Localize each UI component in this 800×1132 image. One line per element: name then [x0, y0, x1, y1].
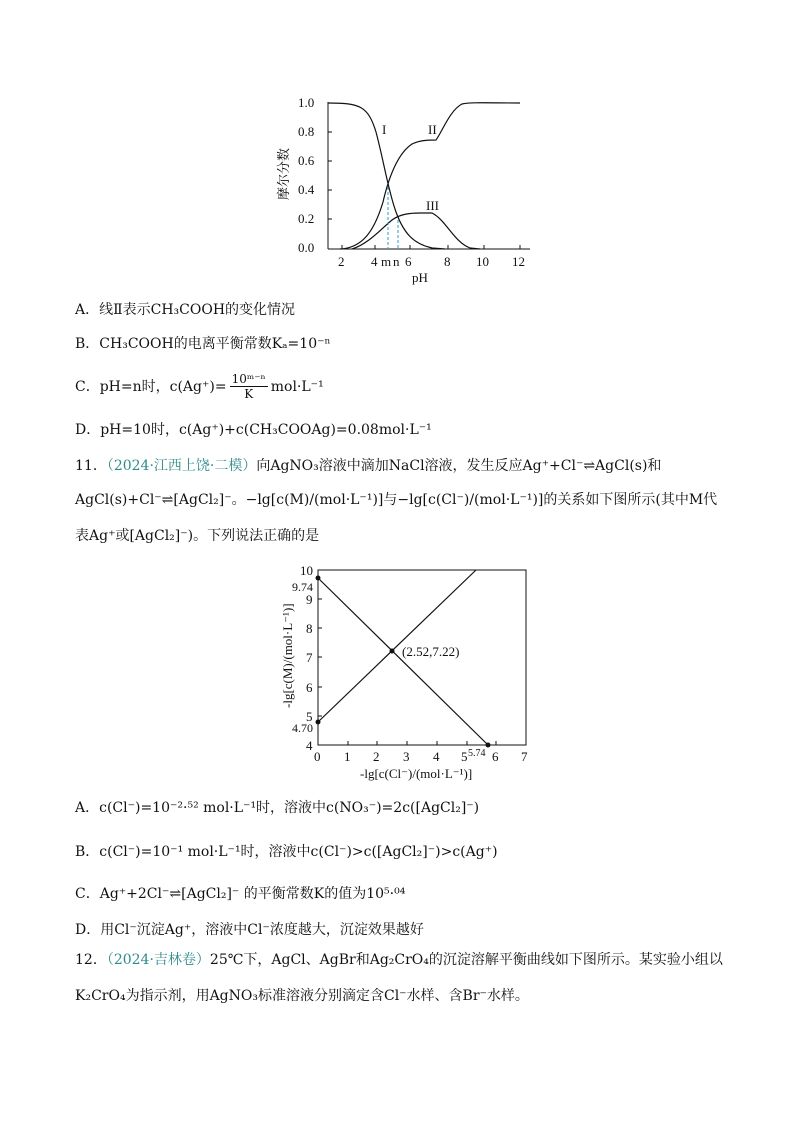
curve-label-III: III [426, 198, 439, 213]
x-tick-label: 2 [338, 254, 345, 269]
y-tick-label: 4 [306, 738, 313, 753]
q12-stem-line1 [75, 950, 723, 970]
lg-concentration-chart [280, 562, 540, 784]
q11-stem-line3: 表Ag⁺或[AgCl₂]⁻)。下列说法正确的是 [75, 528, 320, 544]
point-4-70 [316, 720, 321, 725]
x-ticks [342, 245, 520, 249]
y-axis-label: -lg[c(M)/(mol·L⁻¹)] [280, 603, 295, 708]
y-tick-label: 9 [306, 592, 313, 607]
point-5-74 [486, 743, 491, 748]
y-ticks [318, 570, 322, 716]
y-tick-label: 7 [306, 650, 313, 665]
y-tick-label: 8 [306, 621, 313, 636]
q11-source: （2024·江西上饶·二模） [106, 458, 257, 474]
q12-number: 12． [75, 952, 107, 968]
mole-fraction-chart [270, 92, 540, 292]
x-tick-label: m [381, 254, 392, 269]
x-tick-label: 4 [371, 254, 378, 269]
y-tick-label: 1.0 [298, 95, 315, 110]
q11-stem-line2: AgCl(s)+Cl⁻⇌[AgCl₂]⁻。−lg[c(M)/(mol·L⁻¹)]与−lg[c(Cl⁻)/(mol·L⁻¹)]的关系如下图所示(其中M代 [75, 492, 718, 508]
y-tick-label: 0.8 [298, 124, 315, 139]
q10-option-b: B．CH₃COOH的电离平衡常数Kₐ=10⁻ⁿ [75, 336, 331, 352]
curve-III [352, 213, 480, 249]
x-tick-label: 10 [476, 254, 489, 269]
q12-stem-text1: 25℃下，AgCl、AgBr和Ag₂CrO₄的沉淀溶解平衡曲线如下图所示。某实验小组以 [209, 952, 723, 968]
q11-option-c: C．Ag⁺+2Cl⁻⇌[AgCl₂]⁻ 的平衡常数K的值为10⁵·⁰⁴ [75, 886, 406, 902]
y-tick-label: 6 [306, 680, 313, 695]
q12-stem-line2: K₂CrO₄为指示剂，用AgNO₃标准溶液分别滴定含Cl⁻水样、含Br⁻水样。 [75, 988, 529, 1004]
x-tick-label: 3 [403, 749, 410, 764]
q10-option-d: D．pH=10时，c(Ag⁺)+c(CH₃COOAg)=0.08mol·L⁻¹ [75, 422, 432, 438]
x-tick-label: 5 [461, 749, 468, 764]
x-special-label: 5.74 [468, 748, 486, 759]
x-tick-label: 6 [405, 254, 412, 269]
curve-label-I: I [382, 122, 387, 137]
y-ticks [328, 103, 332, 219]
q10-option-c-fraction [230, 372, 268, 401]
curve-label-II: II [428, 122, 437, 137]
y-special-label: 9.74 [292, 580, 313, 594]
q12-source: （2024·吉林卷） [106, 952, 210, 968]
y-tick-label: 5 [306, 709, 313, 724]
intersection-point [390, 649, 395, 654]
y-tick-label: 0.2 [298, 211, 315, 226]
x-tick-label: 8 [444, 254, 451, 269]
x-tick-label: 12 [512, 254, 525, 269]
q11-option-b: B．c(Cl⁻)=10⁻¹ mol·L⁻¹时，溶液中c(Cl⁻)>c([AgCl₂]⁻)>c(Ag⁺) [75, 844, 498, 860]
q10-option-c-denominator: K [244, 387, 254, 401]
q10-option-c [75, 372, 324, 401]
x-tick-label: n [393, 254, 400, 269]
q10-option-a: A．线Ⅱ表示CH₃COOH的变化情况 [75, 302, 296, 318]
y-tick-label: 10 [300, 563, 313, 578]
q11-stem-line1 [75, 456, 661, 476]
y-tick-label: 0.4 [298, 182, 315, 197]
y-axis-label: 摩尔分数 [276, 147, 291, 200]
x-axis-label: -lg[c(Cl⁻)/(mol·L⁻¹)] [360, 766, 473, 781]
q10-option-c-numerator: 10ᵐ⁻ⁿ [231, 372, 266, 386]
x-tick-label: 2 [373, 749, 380, 764]
x-tick-label: 7 [521, 749, 528, 764]
x-ticks [348, 741, 496, 745]
point-9-74 [316, 576, 321, 581]
q11-number: 11． [75, 458, 107, 474]
x-tick-label: 6 [492, 749, 499, 764]
x-axis-label: pH [412, 270, 428, 285]
y-tick-label: 0.0 [298, 240, 315, 255]
y-tick-label: 0.6 [298, 153, 315, 168]
x-tick-label: 0 [314, 749, 321, 764]
intersection-label: (2.52,7.22) [402, 644, 460, 659]
y-special-label: 4.70 [292, 721, 313, 735]
q10-option-c-suffix: mol·L⁻¹ [270, 378, 324, 395]
q11-option-d: D．用Cl⁻沉淀Ag⁺，溶液中Cl⁻浓度越大，沉淀效果越好 [75, 922, 424, 938]
x-tick-label: 4 [433, 749, 440, 764]
q11-stem-text1: 向AgNO₃溶液中滴加NaCl溶液，发生反应Ag⁺+Cl⁻⇌AgCl(s)和 [256, 458, 662, 474]
line-ag-plus [318, 578, 488, 745]
q11-option-a: A．c(Cl⁻)=10⁻²·⁵² mol·L⁻¹时，溶液中c(NO₃⁻)=2c([AgCl₂]⁻) [75, 800, 480, 816]
x-tick-label: 1 [344, 749, 351, 764]
q10-option-c-prefix: C．pH=n时，c(Ag⁺)= [75, 378, 227, 395]
